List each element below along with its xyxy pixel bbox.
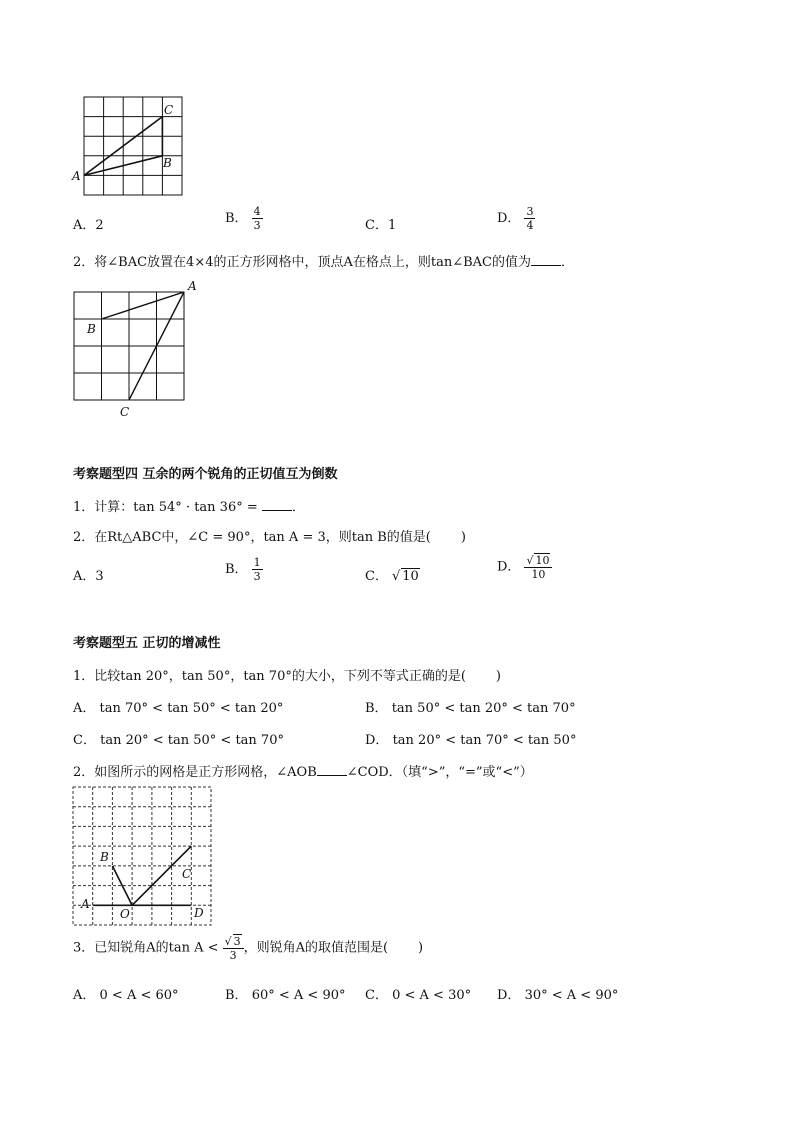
s4-option-a[interactable]: A．3 (73, 569, 104, 584)
s5q1-option-a[interactable]: A． tan 70° < tan 50° < tan 20° (73, 701, 284, 716)
fig1-label-a: A (72, 169, 81, 183)
section-4-question-2: 2．在Rt△ABC中，∠C = 90°，tan A = 3，则tan B的值是( ) (73, 530, 466, 545)
prev-option-d[interactable]: D． $\frac{3}{4}$ (497, 205, 534, 232)
s5q1-option-d[interactable]: D． tan 20° < tan 70° < tan 50° (365, 733, 577, 748)
answer-blank[interactable] (262, 498, 292, 511)
s5q3-option-c[interactable]: C． 0 < A < 30° (365, 988, 472, 1003)
s4-option-d[interactable]: D． $\frac{√ 10}{10}$ (497, 553, 552, 581)
fig2-label-b: B (87, 322, 96, 336)
section-5-heading: 考察题型五 正切的增减性 (73, 636, 221, 651)
section-4-heading: 考察题型四 互余的两个锐角的正切值互为倒数 (73, 467, 338, 482)
answer-blank[interactable] (317, 763, 347, 776)
fraction: $\frac{√ 3}{3}$ (223, 934, 244, 962)
fig2-label-c: C (120, 405, 130, 419)
fig1-label-c: C (164, 103, 174, 117)
answer-blank[interactable] (531, 253, 561, 266)
fig3-label-b: B (100, 850, 109, 864)
fraction: $\frac{4}{3}$ (253, 205, 261, 232)
fraction: $\frac{3}{4}$ (526, 205, 534, 232)
fig3-label-a: A (81, 897, 90, 911)
s5q1-option-b[interactable]: B． tan 50° < tan 20° < tan 70° (365, 701, 576, 716)
figure-grid-angle-bac (70, 280, 210, 420)
fig3-label-d: D (194, 906, 204, 920)
fig3-label-o: O (120, 907, 130, 921)
section-5-question-1: 1．比较tan 20°，tan 50°，tan 70°的大小，下列不等式正确的是( ) (73, 669, 501, 684)
section-5-question-3: 3．已知锐角A的tan A < $\frac{√ 3}{3}$ ，则锐角A的取值范围是( ) (73, 935, 424, 962)
section-5-question-2: 2．如图所示的网格是正方形网格，∠AOB ∠COD．（填“>”，“=”或“<”） (73, 765, 533, 780)
question-2-grid-text: 2．将∠BAC放置在4×4的正方形网格中，顶点A在格点上，则tan∠BAC的值为 ． (73, 255, 575, 270)
s5q1-option-c[interactable]: C． tan 20° < tan 50° < tan 70° (73, 733, 284, 748)
prev-option-c[interactable]: C．1 (365, 218, 397, 233)
figure-grid-triangle-1 (70, 92, 190, 200)
figure-dashed-grid-angles (70, 784, 216, 928)
prev-option-a[interactable]: A．2 (73, 218, 104, 233)
fig3-label-c: C (182, 867, 192, 881)
s4-option-b[interactable]: B． $\frac{1}{3}$ (225, 556, 261, 583)
fig2-label-a: A (188, 280, 197, 293)
s4-option-c[interactable]: C． √ 10 (365, 569, 419, 584)
fig1-label-b: B (163, 156, 172, 170)
section-4-question-1: 1．计算：tan 54° · tan 36° = ． (73, 500, 305, 515)
prev-option-b[interactable]: B． $\frac{4}{3}$ (225, 205, 261, 232)
fraction: $\frac{1}{3}$ (253, 556, 261, 583)
fraction: $\frac{√ 10}{10}$ (524, 553, 552, 581)
s5q3-option-a[interactable]: A． 0 < A < 60° (73, 988, 179, 1003)
s5q3-option-b[interactable]: B． 60° < A < 90° (225, 988, 346, 1003)
s5q3-option-d[interactable]: D． 30° < A < 90° (497, 988, 619, 1003)
